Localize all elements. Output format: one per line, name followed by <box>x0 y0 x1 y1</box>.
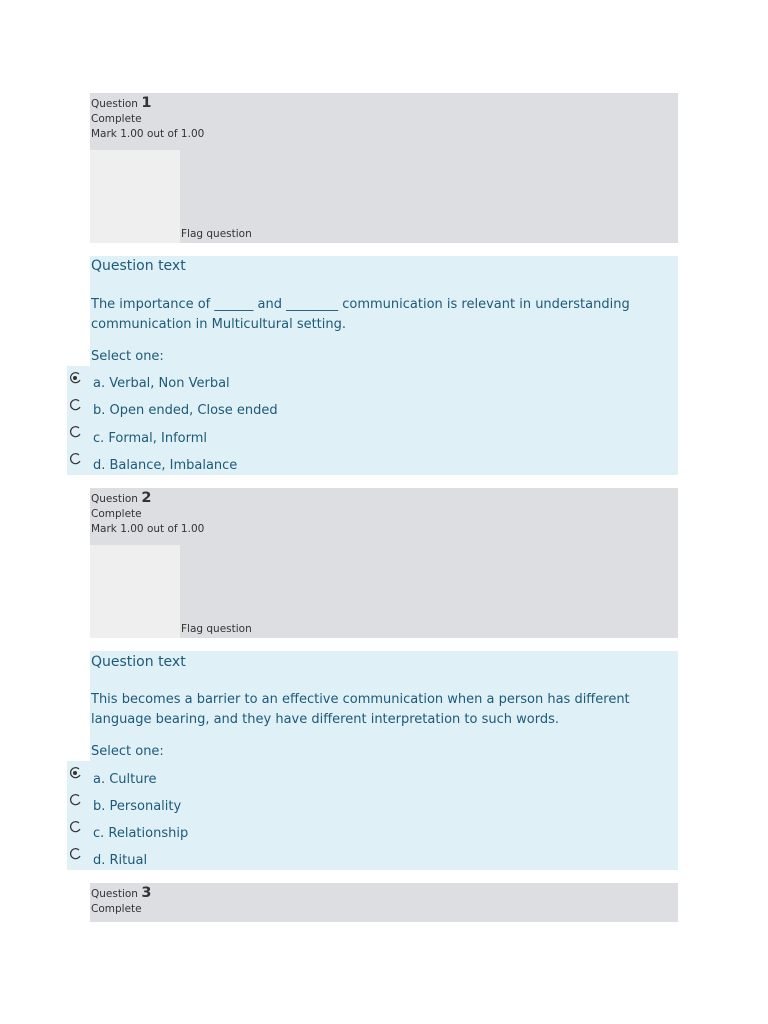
answer-option-b[interactable]: b. Open ended, Close ended <box>93 403 278 418</box>
answer-option-a[interactable]: a. Culture <box>93 772 157 787</box>
radio-icon[interactable] <box>68 425 82 439</box>
question-2-info <box>90 488 678 638</box>
question-label: Question <box>91 493 138 505</box>
answer-option-c[interactable]: c. Formal, Informl <box>93 431 207 446</box>
question-1-header <box>91 93 204 142</box>
question-state: Complete <box>91 113 142 125</box>
radio-selected-icon[interactable] <box>68 371 82 385</box>
answer-option-b[interactable]: b. Personality <box>93 799 182 814</box>
question-text-heading: Question text <box>91 654 186 670</box>
radio-icon[interactable] <box>68 452 82 466</box>
select-one-prompt: Select one: <box>91 744 164 759</box>
answer-option-a[interactable]: a. Verbal, Non Verbal <box>93 376 230 391</box>
question-text: This becomes a barrier to an effective communication when a person has different language bearing, and they have different interpretation to such words. <box>91 692 630 727</box>
question-3-header <box>91 883 151 917</box>
flag-question-link[interactable]: Flag question <box>181 623 252 635</box>
flag-icon-area[interactable] <box>90 150 180 243</box>
question-number: 1 <box>141 95 152 111</box>
question-label: Question <box>91 98 138 110</box>
question-label: Question <box>91 888 138 900</box>
question-mark: Mark 1.00 out of 1.00 <box>91 128 205 140</box>
flag-question-link[interactable]: Flag question <box>181 228 252 240</box>
question-mark: Mark 1.00 out of 1.00 <box>91 523 205 535</box>
question-text: The importance of ______ and ________ communication is relevant in understanding communication in Multicultural setting. <box>91 297 630 332</box>
question-3-info <box>90 883 678 922</box>
radio-icon[interactable] <box>68 847 82 861</box>
question-number: 2 <box>141 490 152 506</box>
radio-icon[interactable] <box>68 398 82 412</box>
answer-option-d[interactable]: d. Ritual <box>93 853 148 868</box>
radio-selected-icon[interactable] <box>68 766 82 780</box>
question-2-header <box>91 488 204 537</box>
question-text-heading: Question text <box>91 258 186 274</box>
answer-option-d[interactable]: d. Balance, Imbalance <box>93 458 238 473</box>
question-state: Complete <box>91 508 142 520</box>
question-1-info <box>90 93 678 243</box>
select-one-prompt: Select one: <box>91 349 164 364</box>
answer-option-c[interactable]: c. Relationship <box>93 826 189 841</box>
question-state: Complete <box>91 903 142 915</box>
radio-icon[interactable] <box>68 820 82 834</box>
question-number: 3 <box>141 885 152 901</box>
flag-icon-area[interactable] <box>90 545 180 638</box>
radio-icon[interactable] <box>68 793 82 807</box>
